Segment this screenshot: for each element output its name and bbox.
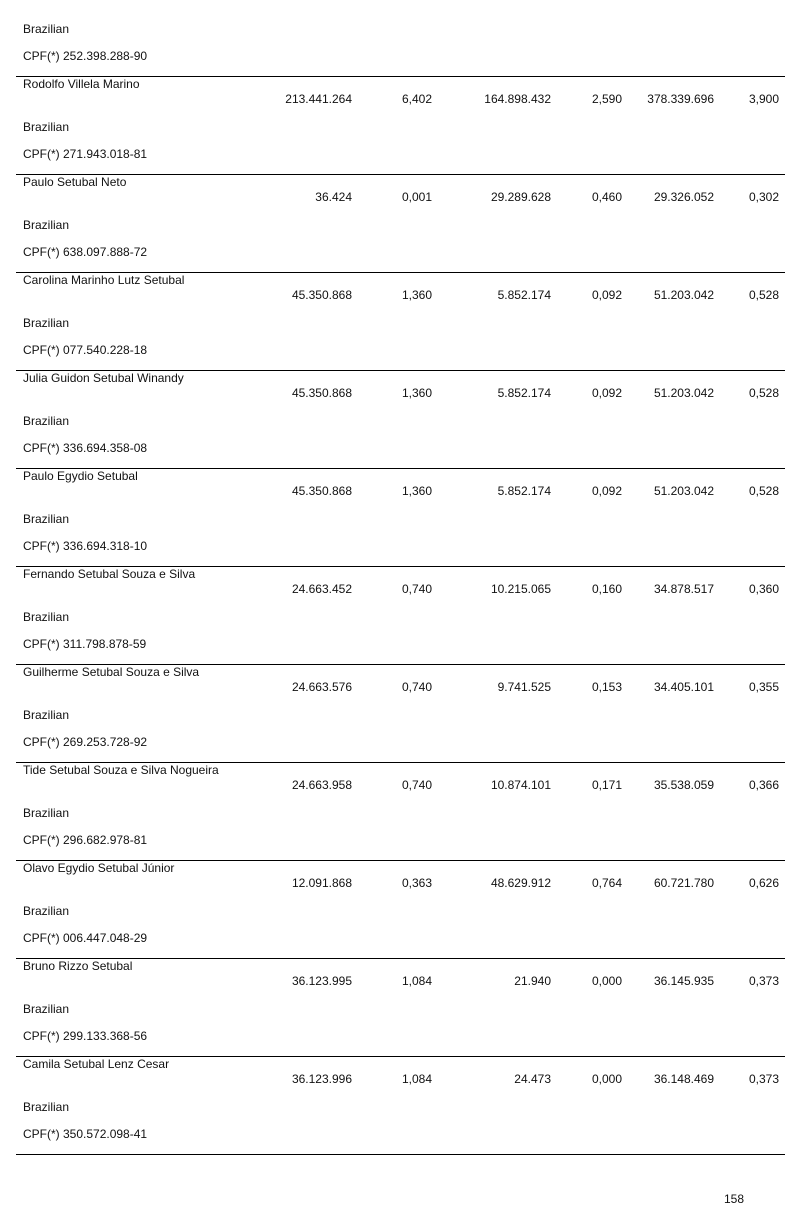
value-6: 0,528 [748, 484, 779, 498]
value-2: 0,740 [401, 582, 432, 596]
value-1: 24.663.576 [291, 680, 352, 694]
cpf: CPF(*) 299.133.368-56 [23, 1029, 148, 1043]
value-1: 45.350.868 [291, 386, 352, 400]
cpf: CPF(*) 336.694.358-08 [23, 441, 148, 455]
nationality: Brazilian [23, 120, 70, 134]
value-1: 36.123.995 [291, 974, 352, 988]
value-5: 378.339.696 [647, 92, 714, 106]
value-5: 51.203.042 [653, 386, 714, 400]
value-1: 24.663.958 [291, 778, 352, 792]
table-row [0, 272, 807, 370]
value-4: 0,153 [591, 680, 622, 694]
value-5: 34.405.101 [653, 680, 714, 694]
value-1: 213.441.264 [285, 92, 352, 106]
shareholder-name: Guilherme Setubal Souza e Silva [23, 665, 200, 679]
nationality: Brazilian [23, 904, 70, 918]
shareholder-name: Rodolfo Villela Marino [23, 77, 140, 91]
nationality: Brazilian [23, 218, 70, 232]
shareholder-name: Olavo Egydio Setubal Júnior [23, 861, 175, 875]
value-6: 0,373 [748, 974, 779, 988]
value-5: 36.148.469 [653, 1072, 714, 1086]
value-6: 3,900 [748, 92, 779, 106]
value-4: 0,460 [591, 190, 622, 204]
value-2: 0,363 [401, 876, 432, 890]
table-row [0, 958, 807, 1056]
value-2: 0,740 [401, 680, 432, 694]
value-4: 0,160 [591, 582, 622, 596]
value-4: 0,000 [591, 1072, 622, 1086]
value-5: 36.145.935 [653, 974, 714, 988]
value-4: 0,764 [591, 876, 622, 890]
page-number: 158 [724, 1192, 745, 1206]
table-row [0, 860, 807, 958]
table-row [0, 370, 807, 468]
value-2: 0,740 [401, 778, 432, 792]
shareholder-name: Paulo Egydio Setubal [23, 469, 138, 483]
cpf: CPF(*) 350.572.098-41 [23, 1127, 148, 1141]
top-nationality: Brazilian [23, 22, 70, 36]
value-3: 9.741.525 [497, 680, 551, 694]
value-5: 29.326.052 [653, 190, 714, 204]
nationality: Brazilian [23, 708, 70, 722]
shareholder-name: Carolina Marinho Lutz Setubal [23, 273, 185, 287]
value-5: 51.203.042 [653, 288, 714, 302]
cpf: CPF(*) 077.540.228-18 [23, 343, 148, 357]
value-4: 0,092 [591, 386, 622, 400]
value-1: 36.424 [315, 190, 352, 204]
value-3: 21.940 [514, 974, 551, 988]
value-4: 0,092 [591, 288, 622, 302]
cpf: CPF(*) 269.253.728-92 [23, 735, 148, 749]
value-2: 1,084 [401, 1072, 432, 1086]
table-row [0, 566, 807, 664]
table-bottom-divider [16, 1154, 785, 1155]
value-3: 10.215.065 [490, 582, 551, 596]
shareholder-name: Julia Guidon Setubal Winandy [23, 371, 184, 385]
value-1: 36.123.996 [291, 1072, 352, 1086]
value-3: 5.852.174 [497, 484, 551, 498]
value-5: 51.203.042 [653, 484, 714, 498]
value-6: 0,302 [748, 190, 779, 204]
cpf: CPF(*) 336.694.318-10 [23, 539, 148, 553]
value-2: 1,360 [401, 484, 432, 498]
value-3: 29.289.628 [490, 190, 551, 204]
value-3: 10.874.101 [490, 778, 551, 792]
value-1: 45.350.868 [291, 288, 352, 302]
value-3: 164.898.432 [484, 92, 551, 106]
value-3: 5.852.174 [497, 386, 551, 400]
value-2: 1,360 [401, 288, 432, 302]
cpf: CPF(*) 638.097.888-72 [23, 245, 148, 259]
cpf: CPF(*) 296.682.978-81 [23, 833, 148, 847]
value-3: 24.473 [514, 1072, 551, 1086]
value-1: 24.663.452 [291, 582, 352, 596]
table-row [0, 174, 807, 272]
value-6: 0,360 [748, 582, 779, 596]
nationality: Brazilian [23, 1100, 70, 1114]
shareholder-name: Paulo Setubal Neto [23, 175, 127, 189]
value-1: 45.350.868 [291, 484, 352, 498]
value-6: 0,528 [748, 386, 779, 400]
cpf: CPF(*) 271.943.018-81 [23, 147, 148, 161]
value-5: 35.538.059 [653, 778, 714, 792]
value-3: 5.852.174 [497, 288, 551, 302]
value-6: 0,366 [748, 778, 779, 792]
value-2: 1,084 [401, 974, 432, 988]
value-6: 0,355 [748, 680, 779, 694]
value-6: 0,373 [748, 1072, 779, 1086]
value-3: 48.629.912 [490, 876, 551, 890]
value-2: 0,001 [401, 190, 432, 204]
shareholder-name: Tide Setubal Souza e Silva Nogueira [23, 763, 219, 777]
value-4: 0,171 [591, 778, 622, 792]
table-row [0, 1056, 807, 1154]
table-row [0, 76, 807, 174]
nationality: Brazilian [23, 1002, 70, 1016]
table-row [0, 762, 807, 860]
value-4: 0,000 [591, 974, 622, 988]
top-cpf: CPF(*) 252.398.288-90 [23, 49, 148, 63]
cpf: CPF(*) 006.447.048-29 [23, 931, 148, 945]
shareholder-name: Camila Setubal Lenz Cesar [23, 1057, 170, 1071]
value-5: 34.878.517 [653, 582, 714, 596]
value-4: 0,092 [591, 484, 622, 498]
shareholder-name: Bruno Rizzo Setubal [23, 959, 133, 973]
value-2: 1,360 [401, 386, 432, 400]
nationality: Brazilian [23, 610, 70, 624]
shareholder-name: Fernando Setubal Souza e Silva [23, 567, 196, 581]
nationality: Brazilian [23, 414, 70, 428]
value-6: 0,626 [748, 876, 779, 890]
value-6: 0,528 [748, 288, 779, 302]
nationality: Brazilian [23, 806, 70, 820]
value-1: 12.091.868 [291, 876, 352, 890]
nationality: Brazilian [23, 316, 70, 330]
value-4: 2,590 [591, 92, 622, 106]
value-2: 6,402 [401, 92, 432, 106]
cpf: CPF(*) 311.798.878-59 [23, 637, 147, 651]
table-row [0, 664, 807, 762]
nationality: Brazilian [23, 512, 70, 526]
table-row [0, 468, 807, 566]
value-5: 60.721.780 [653, 876, 714, 890]
